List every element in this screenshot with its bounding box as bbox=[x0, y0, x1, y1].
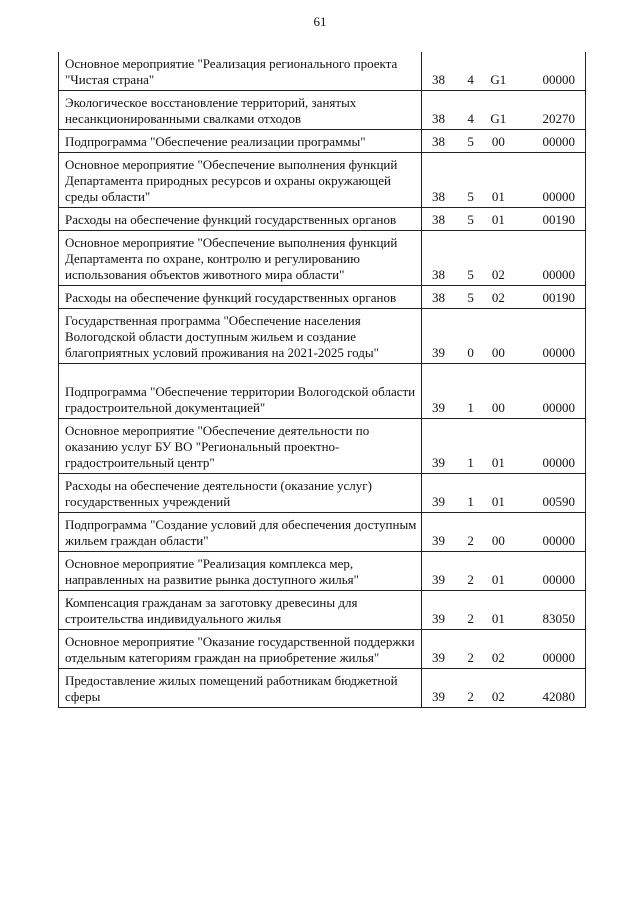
code-direction: 42080 bbox=[542, 689, 575, 704]
code-activity: 01 bbox=[491, 189, 505, 204]
code-activity: 02 bbox=[491, 267, 505, 282]
row-name: Основное мероприятие "Оказание государственной поддержки отдельным категориям граждан на приобретение жилья" bbox=[59, 630, 422, 669]
code-direction: 00000 bbox=[542, 400, 575, 415]
code-program: 39 bbox=[432, 533, 445, 548]
row-codes bbox=[422, 552, 586, 591]
table-row bbox=[59, 231, 586, 286]
row-codes bbox=[422, 474, 586, 513]
table-body bbox=[59, 52, 586, 708]
code-activity: G1 bbox=[490, 111, 507, 126]
row-name: Экологическое восстановление территорий, занятых несанкционированными свалками отходов bbox=[59, 91, 422, 130]
code-subprogram: 4 bbox=[467, 111, 474, 126]
code-subprogram: 5 bbox=[467, 189, 474, 204]
row-name-text: Подпрограмма "Обеспечение территории Вологодской области градостроительной документацией" bbox=[65, 384, 416, 415]
code-activity: 00 bbox=[491, 400, 505, 415]
code-direction: 00000 bbox=[542, 72, 575, 87]
table-row bbox=[59, 309, 586, 364]
code-activity: 02 bbox=[491, 290, 505, 305]
code-program: 39 bbox=[432, 650, 445, 665]
code-subprogram: 1 bbox=[467, 400, 474, 415]
code-direction: 00000 bbox=[542, 533, 575, 548]
row-name: Основное мероприятие "Реализация регионального проекта "Чистая страна" bbox=[59, 52, 422, 91]
code-subprogram: 5 bbox=[467, 212, 474, 227]
code-subprogram: 1 bbox=[467, 455, 474, 470]
row-codes bbox=[422, 231, 586, 286]
code-activity: 00 bbox=[491, 533, 505, 548]
code-subprogram: 2 bbox=[467, 650, 474, 665]
row-name: Основное мероприятие "Реализация комплекса мер, направленных на развитие рынка доступного жилья" bbox=[59, 552, 422, 591]
code-subprogram: 4 bbox=[467, 72, 474, 87]
code-activity: 00 bbox=[491, 134, 505, 149]
code-program: 39 bbox=[432, 345, 445, 360]
table-row bbox=[59, 630, 586, 669]
code-activity: 02 bbox=[491, 689, 505, 704]
code-direction: 00000 bbox=[542, 572, 575, 587]
code-direction: 83050 bbox=[542, 611, 575, 626]
row-codes bbox=[422, 669, 586, 708]
row-codes bbox=[422, 153, 586, 208]
row-name bbox=[59, 364, 422, 419]
code-program: 38 bbox=[432, 111, 445, 126]
table-row bbox=[59, 513, 586, 552]
row-spacer bbox=[65, 368, 417, 384]
code-direction: 00000 bbox=[542, 650, 575, 665]
code-program: 39 bbox=[432, 400, 445, 415]
code-activity: 01 bbox=[491, 611, 505, 626]
table-row bbox=[59, 153, 586, 208]
code-activity: G1 bbox=[490, 72, 507, 87]
row-name: Основное мероприятие "Обеспечение выполнения функций Департамента природных ресурсов и охраны окружающей среды области" bbox=[59, 153, 422, 208]
row-codes bbox=[422, 630, 586, 669]
table-row bbox=[59, 669, 586, 708]
row-name: Предоставление жилых помещений работникам бюджетной сферы bbox=[59, 669, 422, 708]
code-subprogram: 5 bbox=[467, 267, 474, 282]
row-codes bbox=[422, 419, 586, 474]
code-subprogram: 2 bbox=[467, 572, 474, 587]
code-direction: 00000 bbox=[542, 189, 575, 204]
table-row bbox=[59, 208, 586, 231]
code-subprogram: 0 bbox=[467, 345, 474, 360]
code-program: 39 bbox=[432, 455, 445, 470]
code-subprogram: 1 bbox=[467, 494, 474, 509]
row-name: Основное мероприятие "Обеспечение выполнения функций Департамента по охране, контролю и регулированию использования объектов животного мира области" bbox=[59, 231, 422, 286]
code-activity: 02 bbox=[491, 650, 505, 665]
table-row bbox=[59, 130, 586, 153]
code-activity: 01 bbox=[491, 212, 505, 227]
row-codes bbox=[422, 513, 586, 552]
row-codes bbox=[422, 309, 586, 364]
code-program: 38 bbox=[432, 290, 445, 305]
row-codes bbox=[422, 286, 586, 309]
code-subprogram: 2 bbox=[467, 689, 474, 704]
row-name: Основное мероприятие "Обеспечение деятельности по оказанию услуг БУ ВО "Региональный проектно-градостроительный центр" bbox=[59, 419, 422, 474]
code-program: 38 bbox=[432, 134, 445, 149]
row-name: Расходы на обеспечение функций государственных органов bbox=[59, 208, 422, 231]
row-codes bbox=[422, 130, 586, 153]
code-direction: 00000 bbox=[542, 134, 575, 149]
code-activity: 01 bbox=[491, 572, 505, 587]
code-direction: 00590 bbox=[542, 494, 575, 509]
table-row bbox=[59, 91, 586, 130]
row-codes bbox=[422, 91, 586, 130]
row-name: Государственная программа "Обеспечение населения Вологодской области доступным жильем и создание благоприятных условий проживания на 2021-2025 годы" bbox=[59, 309, 422, 364]
row-name: Компенсация гражданам за заготовку древесины для строительства индивидуального жилья bbox=[59, 591, 422, 630]
table-row bbox=[59, 591, 586, 630]
code-activity: 00 bbox=[491, 345, 505, 360]
code-subprogram: 2 bbox=[467, 611, 474, 626]
row-name: Подпрограмма "Создание условий для обеспечения доступным жильем граждан области" bbox=[59, 513, 422, 552]
code-program: 39 bbox=[432, 572, 445, 587]
row-codes bbox=[422, 591, 586, 630]
table-row bbox=[59, 52, 586, 91]
code-direction: 00000 bbox=[542, 345, 575, 360]
table-row bbox=[59, 419, 586, 474]
row-codes bbox=[422, 364, 586, 419]
code-subprogram: 2 bbox=[467, 533, 474, 548]
code-direction: 00000 bbox=[542, 455, 575, 470]
code-activity: 01 bbox=[491, 494, 505, 509]
row-codes bbox=[422, 208, 586, 231]
code-direction: 00190 bbox=[542, 290, 575, 305]
table-row bbox=[59, 364, 586, 419]
code-subprogram: 5 bbox=[467, 134, 474, 149]
page-number: 61 bbox=[313, 14, 327, 29]
table-row bbox=[59, 286, 586, 309]
code-direction: 00000 bbox=[542, 267, 575, 282]
code-program: 38 bbox=[432, 189, 445, 204]
table-row bbox=[59, 474, 586, 513]
code-activity: 01 bbox=[491, 455, 505, 470]
code-direction: 20270 bbox=[542, 111, 575, 126]
code-subprogram: 5 bbox=[467, 290, 474, 305]
code-program: 39 bbox=[432, 494, 445, 509]
table-row bbox=[59, 552, 586, 591]
code-program: 39 bbox=[432, 611, 445, 626]
code-program: 39 bbox=[432, 689, 445, 704]
row-name: Расходы на обеспечение функций государственных органов bbox=[59, 286, 422, 309]
code-program: 38 bbox=[432, 212, 445, 227]
code-program: 38 bbox=[432, 267, 445, 282]
row-codes bbox=[422, 52, 586, 91]
row-name: Расходы на обеспечение деятельности (оказание услуг) государственных учреждений bbox=[59, 474, 422, 513]
code-program: 38 bbox=[432, 72, 445, 87]
row-name: Подпрограмма "Обеспечение реализации программы" bbox=[59, 130, 422, 153]
budget-classification-table bbox=[58, 52, 586, 708]
code-direction: 00190 bbox=[542, 212, 575, 227]
